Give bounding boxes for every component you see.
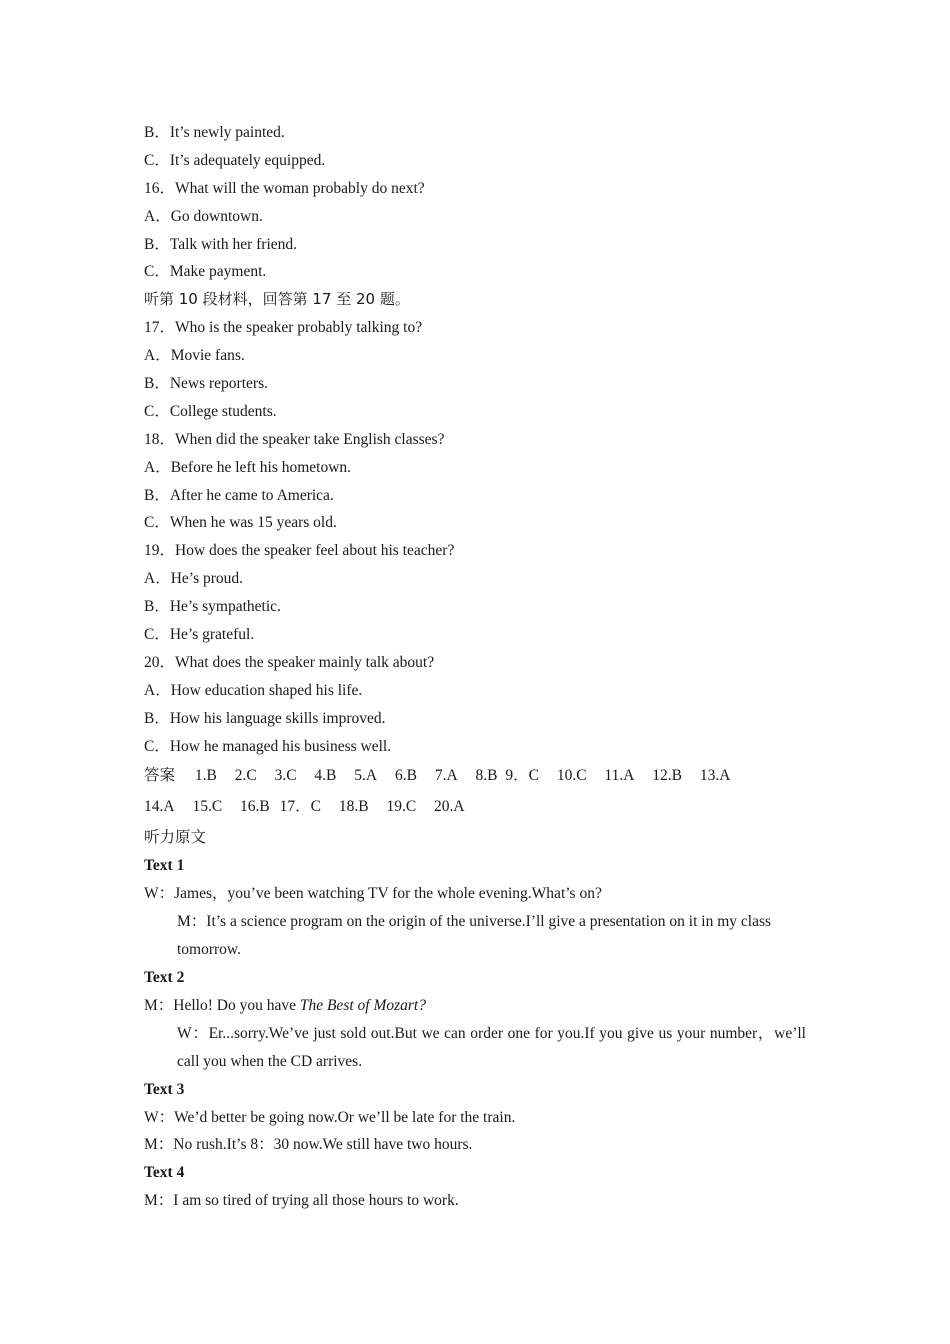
text-2-title: Text 2 (144, 969, 185, 987)
answer-item: 15.C (192, 798, 223, 816)
text-1-title: Text 1 (144, 857, 185, 875)
dialogue-line: M：It’s a science program on the origin of the universe.I’ll give a presentation on it in my class tomorrow. (177, 913, 772, 959)
dialogue-line: W：Er...sorry.We’ve just sold out.But we can order one for you.If you give us your number，we’ll call you when the CD arrives. (177, 1024, 806, 1070)
answer-item: 4.B (314, 767, 337, 785)
answer-item: 10.C (556, 767, 587, 785)
answer-key-row (144, 791, 806, 822)
option-line: B．After he came to America. (144, 486, 334, 504)
answer-item: 8.B (475, 767, 498, 785)
album-title: The Best of Mozart? (299, 996, 426, 1014)
dialogue-line: M：I am so tired of trying all those hours to work. (144, 1192, 459, 1210)
option-line: B．He’s sympathetic. (144, 598, 281, 616)
dialogue-line: W：James，you’ve been watching TV for the whole evening.What’s on? (144, 885, 602, 903)
option-line: A．Movie fans. (144, 347, 245, 365)
answer-item: 16.B (240, 798, 270, 816)
option-line: C．How he managed his business well. (144, 737, 392, 755)
answer-item: 5.A (354, 767, 378, 785)
option-line: B．Talk with her friend. (144, 235, 298, 253)
answer-item: 7.A (434, 767, 458, 785)
option-line: A．How education shaped his life. (144, 681, 363, 699)
answer-item: 14.A (144, 798, 175, 816)
answer-item: 17．C (279, 798, 321, 816)
question-line: 20．What does the speaker mainly talk about? (144, 653, 435, 671)
answer-item: 18.B (338, 798, 369, 816)
option-line: C．It’s adequately equipped. (144, 151, 326, 169)
answer-key-label: 答案 (144, 766, 176, 785)
question-line: 19．How does the speaker feel about his teacher? (144, 542, 455, 560)
text-4-title: Text 4 (144, 1164, 185, 1182)
question-line: 18．When did the speaker take English classes? (144, 430, 445, 448)
question-line: 17．Who is the speaker probably talking to? (144, 319, 423, 337)
answer-item: 12.B (652, 767, 683, 785)
section-instruction: 听第 10 段材料，回答第 17 至 20 题。 (144, 290, 410, 309)
dialogue-line: W：We’d better be going now.Or we’ll be late for the train. (144, 1108, 516, 1126)
answer-item: 6.B (394, 767, 417, 785)
option-line: C．Make payment. (144, 263, 267, 281)
document-page (144, 119, 806, 1215)
answer-key-row (144, 760, 806, 791)
option-line: C．He’s grateful. (144, 626, 255, 644)
option-line: A．Before he left his hometown. (144, 458, 352, 476)
answer-item: 3.C (274, 767, 297, 785)
option-line: A．He’s proud. (144, 570, 244, 588)
answer-item: 19.C (386, 798, 417, 816)
option-line: B．News reporters. (144, 375, 268, 393)
answer-item: 11.A (604, 767, 635, 785)
option-line: C．When he was 15 years old. (144, 514, 337, 532)
option-line: A．Go downtown. (144, 207, 263, 225)
answer-item: 13.A (699, 767, 731, 785)
answer-item: 2.C (234, 767, 257, 785)
option-line: C．College students. (144, 402, 277, 420)
dialogue-line: M：Hello! Do you have The Best of Mozart? (144, 996, 426, 1014)
option-line: B．It’s newly painted. (144, 124, 285, 141)
answer-item: 1.B (194, 767, 217, 785)
option-line: B．How his language skills improved. (144, 709, 386, 727)
question-line: 16．What will the woman probably do next? (144, 179, 425, 197)
answer-item: 20.A (434, 798, 465, 816)
answer-item: 9．C (505, 767, 539, 785)
text-3-title: Text 3 (144, 1080, 185, 1098)
transcript-heading: 听力原文 (144, 828, 207, 847)
dialogue-line: M：No rush.It’s 8：30 now.We still have two hours. (144, 1136, 473, 1154)
